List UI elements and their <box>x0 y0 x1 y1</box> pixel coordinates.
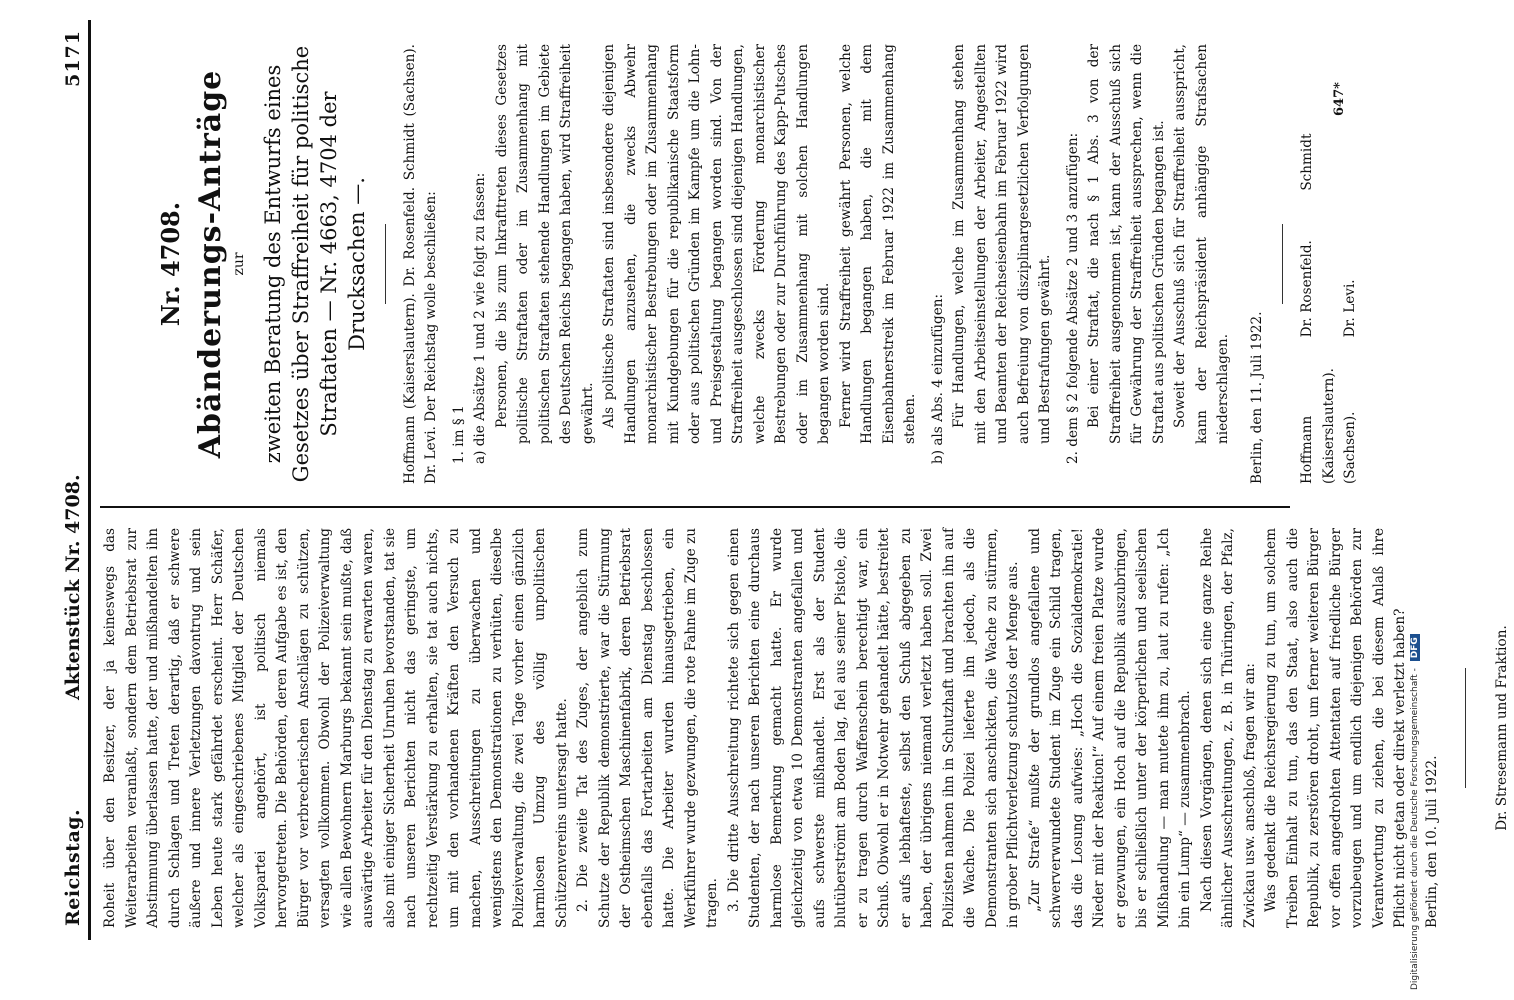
separator-rule <box>1465 668 1466 788</box>
place-date: Berlin, den 11. Juli 1922. <box>1248 311 1265 484</box>
signer: Schmidt <box>1299 133 1315 191</box>
motion-subitem: b) als Abs. 4 einzufügen: <box>929 293 946 464</box>
motion-text: Als politische Straftaten sind insbesondere diejenigen Handlungen anzusehen, die zwecks Abwehr monarchistischer Bestrebungen oder im Zusammenhang mit Kundgebungen für die republikanische Staatsform oder aus politischen Gründen im Kampfe um die Lohn- und Preisgestaltung begangen worden sind. Von der Straffreiheit ausgeschlossen sind diejenigen Handlungen, welche zwecks Förderung monarchistischer Bestrebungen oder zur Durchführung des Kapp-Putsches oder im Zusammenhang mit solchen Handlungen begangen worden sind. <box>601 44 832 444</box>
signer: Dr. Levi. <box>1342 279 1358 338</box>
signature: Dr. Stresemann und Fraktion. <box>1494 625 1510 831</box>
page-header <box>62 0 86 1000</box>
motion-item: 2. dem § 2 folgende Absätze 2 und 3 anzufügen: <box>1064 132 1081 464</box>
motion-subitem: a) die Absätze 1 und 2 wie folgt zu fassen: <box>472 172 488 464</box>
document-title: Abänderungs-Anträge <box>192 69 228 459</box>
header-rule <box>88 20 91 940</box>
signer: (Sachsen). <box>1342 411 1358 484</box>
right-column <box>100 44 1362 484</box>
motion-text: Personen, die bis zum Inkrafttreten dieses Gesetzes politische Straftaten oder im Zusammenhang mit politischen Straftaten stehende Handlungen im Gebiete des Deutschen Reichs begangen haben, wird Straffreiheit gewährt. <box>493 44 596 444</box>
place-date: Berlin, den 10. Juli 1922. <box>1423 755 1440 928</box>
motion-text: Soweit der Ausschuß sich für Straffreiheit ausspricht, kann der Reichspräsident anhängige Strafsachen niederschlagen. <box>1172 44 1231 444</box>
separator-rule <box>385 224 386 304</box>
document-subtitle: zweiten Beratung des Entwurfs eines Gesetzes über Straffreiheit für politische Straftaten — Nr. 4663, 4704 der Drucksachen —. <box>260 45 369 483</box>
document-number: Nr. 4708. <box>156 201 185 327</box>
paragraph: Was gedenkt die Reichsregierung zu tun, um solchem Treiben Einhalt zu tun, das den Staat, also auch die Republik, zu zerstören droht, um ferner weiteren Bürger vor offen angedrohten Attentaten auf friedliche Bürger vorzubeugen und um endlich diejenigen Behörden zur Verantwortung zu ziehen, die bei diesem Anlaß ihre Pflicht nicht getan oder direkt verletzt haben? <box>1263 528 1408 928</box>
dfg-logo: DFG <box>1410 634 1420 661</box>
title-connector: zur <box>231 252 247 276</box>
paragraph: 3. Die dritte Ausschreitung richtete sich gegen einen Studenten, der nach unseren Berichten eine durchaus harmlose Bemerkung gemacht hatte. Er wurde gleichzeitig von etwa 10 Demonstranten angefallen und aufs schwerste mißhandelt. Erst als der Student blutüberströmt am Boden lag, fiel aus seiner Pistole, die er zu tragen durch Waffenschein berechtigt war, ein Schuß. Obwohl er in Notwehr gehandelt hätte, bestreitet er aufs lebhafteste, selbst den Schuß abgegeben zu haben, der übrigens niemand verletzt haben soll. Zwei Polizisten nahmen ihn in Schutzhaft und brachten ihn auf die Wache. Die Polizei lieferte ihn jedoch, als die Demonstranten sich anschickten, die Wache zu stürmen, in grober Pflichtverletzung schutzlos der Menge aus. <box>725 528 1021 928</box>
digitization-text: Digitalisierung gefördert durch die Deutsche Forschungsgemeinschaft - <box>1410 668 1420 990</box>
signers <box>1297 44 1362 484</box>
header-left: Reichstag. <box>62 808 84 926</box>
signer: Dr. Rosenfeld. <box>1299 240 1315 338</box>
header-center: Aktenstück Nr. 4708. <box>62 474 84 700</box>
page-mark: 647* <box>1332 82 1347 116</box>
column-divider <box>100 506 1290 508</box>
left-column <box>100 528 1514 928</box>
motion-text: Für Handlungen, welche im Zusammenhang stehen mit den Arbeitseinstellungen der Arbeiter, Angestellten und Beamten der Reichseisenbahn im Februar 1922 wird auch Befreiung von disziplinargesetzlichen Verfolgungen und Bestrafungen gewährt. <box>951 44 1053 444</box>
signer <box>1340 44 1362 191</box>
page-number: 5171 <box>62 30 84 87</box>
paragraph: 2. Die zweite Tat des Zuges, der angeblich zum Schutze der Republik demonstrierte, war die Stürmung der Ostheimschen Maschinenfabrik, deren Betriebsrat ebenfalls das Fortarbeiten am Dienstag beschlossen hatte. Die Arbeiter wurden hinausgetrieben, ein Werkführer wurde gezwungen, die rote Fahne im Zuge zu tragen. <box>575 528 720 928</box>
motion-text: Bei einer Straftat, die nach § 1 Abs. 3 von der Straffreiheit ausgenommen ist, kann der Ausschuß sich für Gewährung der Straffreiheit aussprechen, wenn die Straftat aus politischen Gründen begangen ist. <box>1086 44 1167 444</box>
motion-item: 1. im § 1 <box>450 405 467 464</box>
signer: Hoffmann (Kaiserslautern). <box>1299 368 1337 484</box>
motion-text: Ferner wird Straffreiheit gewährt Personen, welche Handlungen begangen haben, die mit dem Eisenbahnerstreik im Februar 1922 im Zusammenhang stehen. <box>837 44 918 444</box>
paragraph: Roheit über den Besitzer, der ja keineswegs das Weiterarbeiten veranlaßt, sondern dem Betriebsrat zur Abstimmung überlassen hatte, der und mißhandelten ihn durch Schlagen und Treten derartig, daß er schwere äußere und innere Verletzungen davontrug und sein Leben heute stark gefährdet erscheint. Herr Schäfer, welcher als eingeschriebenes Mitglied der Deutschen Volkspartei angehört, ist politisch niemals hervorgetreten. Die Behörden, deren Aufgabe es ist, den Bürger vor verbrecherischen Anschlägen zu schützen, versagten vollkommen. Obwohl der Polizeiverwaltung wie allen Bewohnern Marburgs bekannt sein mußte, daß auswärtige Arbeiter für den Dienstag zu erwarten waren, also mit einiger Sicherheit Unruhen bevorstanden, tat sie nach unseren Berichten nicht das geringste, um rechtzeitig Verstärkung zu erhalten, sie tat auch nichts, um mit den vorhandenen Kräften den Versuch zu machen, Ausschreitungen zu überwachen und wenigstens den Demonstrationen zu verhüten, dieselbe Polizeiverwaltung, die zwei Tage vorher einen gänzlich harmlosen Umzug des völlig unpolitischen Schützenvereins untersagt hatte. <box>102 528 570 928</box>
paragraph: „Zur Strafe“ mußte der grundlos angefallene und schwerverwundete Student im Zuge ein Schild tragen, das die Losung aufwies: „Hoch die Sozialdemokratie! Nieder mit der Reaktion!“ Auf einem freien Platze wurde er gezwungen, ein Hoch auf die Republik auszubringen, bis er schließlich unter der körperlichen und seelischen Mißhandlung — man mutete ihm zu, laut zu rufen: „Ich bin ein Lump“ — zusammenbrach. <box>1026 528 1193 928</box>
digitization-note <box>1410 10 1420 990</box>
motion-intro: Hoffmann (Kaiserslautern). Dr. Rosenfeld. Schmidt (Sachsen). Dr. Levi. Der Reichstag wolle beschließen: <box>401 44 439 484</box>
paragraph: Nach diesen Vorgängen, denen sich eine ganze Reihe ähnlicher Ausschreitungen, z. B. in Thüringen, der Pfalz, Zwickau usw. anschloß, fragen wir an: <box>1198 528 1258 928</box>
separator-rule <box>1282 224 1283 304</box>
